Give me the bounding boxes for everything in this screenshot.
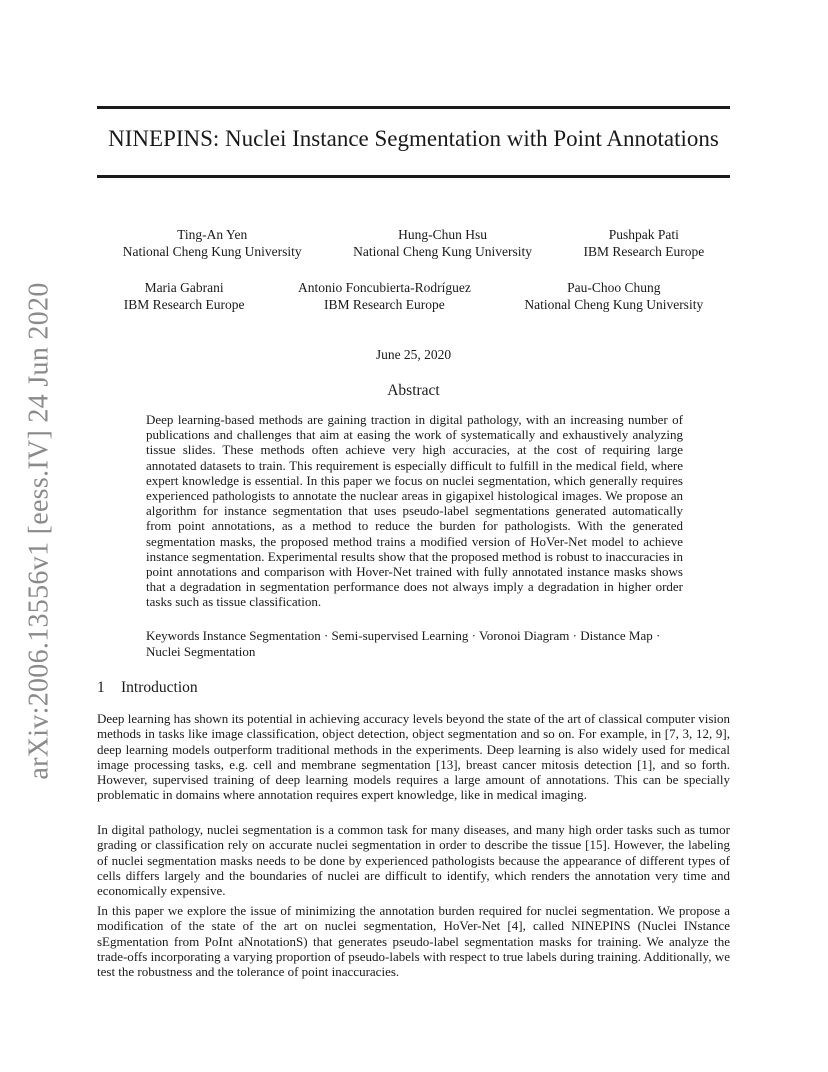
author-affiliation: IBM Research Europe: [324, 297, 445, 312]
author-name: Hung-Chun Hsu: [398, 227, 487, 242]
section-number: 1: [97, 679, 105, 696]
author-block: [298, 279, 471, 313]
section-heading-introduction: [97, 679, 198, 697]
author-row-2: [97, 279, 730, 313]
author-block: [353, 226, 532, 260]
body-paragraph: In digital pathology, nuclei segmentation is a common task for many diseases, and many high order tasks such as tumor grading or classification rely on accurate nuclei segmentation in order to describe the tissue [15]. However, the labeling of nuclei segmentation masks needs to be done by experienced pathologists because the appearance of different types of cells differs largely and the boundaries of nuclei are difficult to identify, which renders the annotation very time and economically expensive.: [97, 822, 730, 899]
author-block: [123, 226, 302, 260]
author-affiliation: National Cheng Kung University: [353, 244, 532, 259]
body-paragraph: In this paper we explore the issue of minimizing the annotation burden required for nuclei segmentation. We propose a modification of the state of the art on nuclei segmentation, HoVer-Net [4], called NINEPINS (Nuclei INstance sEgmentation from PoInt aNnotationS) that generates pseudo-label segmentation masks for training. We analyze the trade-offs incorporating a varying proportion of pseudo-labels with respect to true labels during training. Additionally, we test the robustness and the tolerance of point inaccuracies.: [97, 903, 730, 980]
author-block: [124, 279, 245, 313]
author-name: Pau-Choo Chung: [567, 280, 661, 295]
author-affiliation: National Cheng Kung University: [524, 297, 704, 312]
abstract-heading: Abstract: [387, 382, 440, 399]
abstract-text: Deep learning-based methods are gaining traction in digital pathology, with an increasing number of publications and challenges that aim at easing the work of systematically and exhaustively analyzing tissue slides. These methods often achieve very high accuracies, at the cost of requiring large annotated datasets to train. This requirement is especially difficult to fulfill in the medical field, where expert knowledge is essential. In this paper we focus on nuclei segmentation, which generally requires experienced pathologists to annotate the nuclear areas in gigapixel histological images. We propose an algorithm for instance segmentation that uses pseudo-label segmentations generated automatically from point annotations, as a method to reduce the burden for pathologists. With the generated segmentation masks, the proposed method trains a modified version of HoVer-Net model to achieve instance segmentation. Experimental results show that the proposed method is robust to inaccuracies in point annotations and comparison with Hover-Net trained with fully annotated instance masks shows that a degradation in segmentation performance does not always imply a degradation in higher order tasks such as tissue classification.: [146, 412, 683, 610]
author-name: Antonio Foncubierta-Rodríguez: [297, 280, 471, 295]
author-affiliation: IBM Research Europe: [123, 297, 245, 312]
author-affiliation: National Cheng Kung University: [122, 244, 302, 259]
author-affiliation: IBM Research Europe: [583, 244, 705, 259]
body-paragraph: Deep learning has shown its potential in achieving accuracy levels beyond the state of the art of classical computer vision methods in tasks like image classification, object detection, object segmentation and so on. For example, in [7, 3, 12, 9], deep learning models outperform traditional methods in the experiments. Deep learning is also widely used for medical image processing tasks, e.g. cell and membrane segmentation [13], breast cancer mitosis detection [1], and so forth. However, supervised training of deep learning models requires a large amount of annotations. This can be specially problematic in domains where annotation requires expert knowledge, like in medical imaging.: [97, 711, 730, 803]
title-rule-bottom: [97, 175, 730, 178]
author-name: Pushpak Pati: [608, 227, 679, 242]
paper-title: NINEPINS: Nuclei Instance Segmentation with Point Annotations: [108, 126, 719, 151]
author-row-1: [97, 226, 730, 260]
author-name: Maria Gabrani: [144, 280, 224, 295]
publication-date: June 25, 2020: [375, 347, 452, 362]
arxiv-identifier: arXiv:2006.13556v1 [eess.IV] 24 Jun 2020: [24, 282, 55, 780]
arxiv-side-stamp: [2, 282, 78, 780]
title-rule-top: [97, 106, 730, 109]
author-block: [524, 279, 703, 313]
author-name: Ting-An Yen: [177, 227, 248, 242]
keywords-line: Keywords Instance Segmentation · Semi-supervised Learning · Voronoi Diagram · Distance Map · Nuclei Segmentation: [146, 628, 661, 659]
author-block: [584, 226, 705, 260]
section-title: Introduction: [121, 679, 198, 696]
